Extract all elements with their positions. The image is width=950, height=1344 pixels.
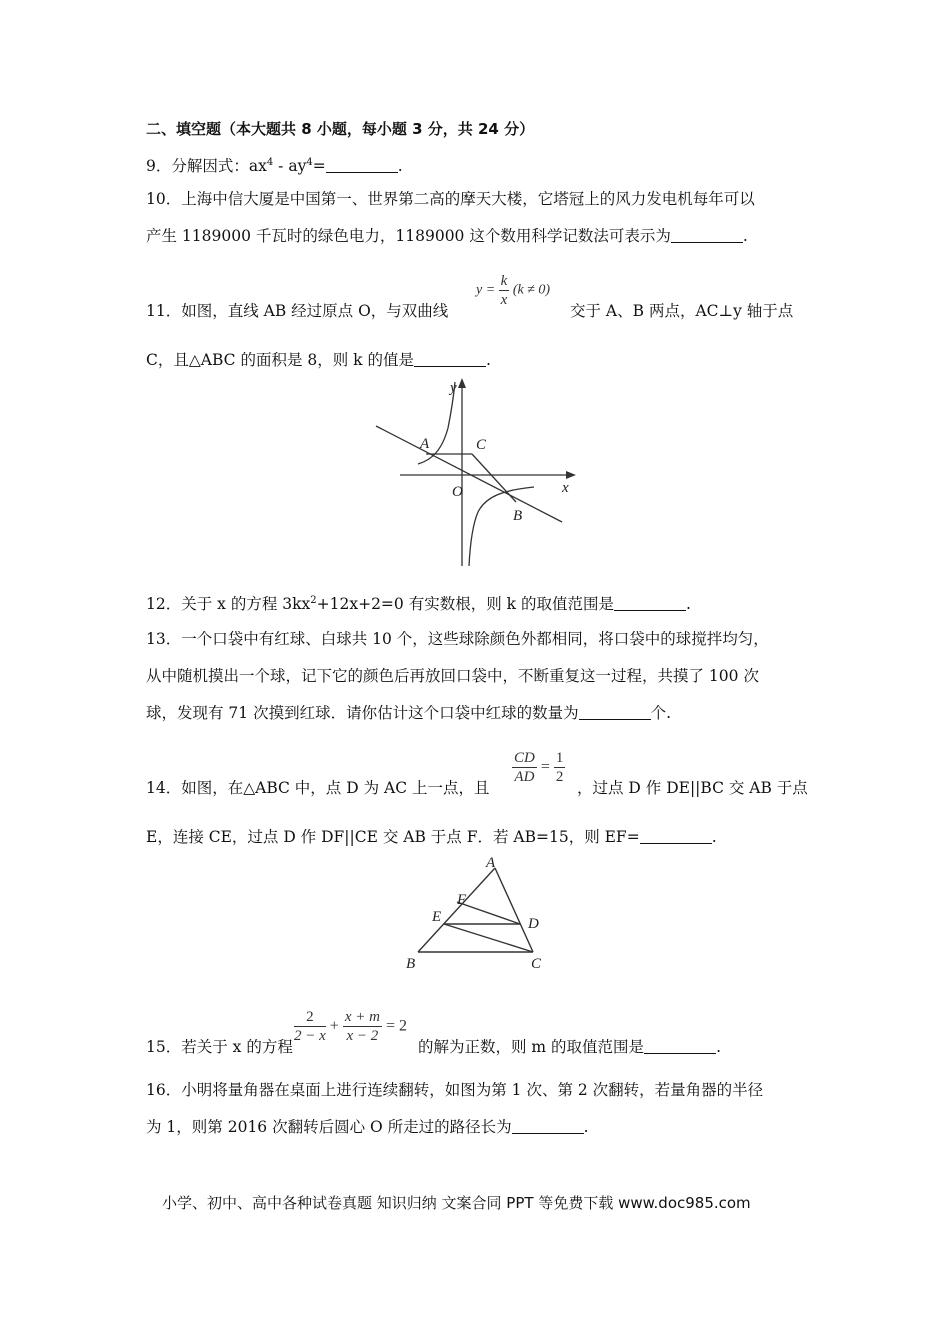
- label-b: B: [406, 956, 416, 972]
- section-title: 二、填空题（本大题共 8 小题，每小题 3 分，共 24 分）: [146, 120, 535, 138]
- q10-period: .: [742, 227, 748, 245]
- q11-formula-den: x: [500, 292, 508, 308]
- q14-line2-text: E，连接 CE，过点 D 作 DF||CE 交 AB 于点 F．若 AB=15，则 EF=: [146, 828, 640, 846]
- page-footer: 小学、初中、高中各种试卷真题 知识归纳 文案合同 PPT 等免费下载 www.doc985.com: [162, 1194, 751, 1212]
- label-a: A: [486, 855, 496, 871]
- q9-exp1: 4: [266, 157, 274, 168]
- answer-blank[interactable]: [414, 352, 486, 367]
- q15-plus: +: [329, 1017, 339, 1035]
- q16-line2-text: 为 1，则第 2016 次翻转后圆心 O 所走过的路径长为: [146, 1118, 512, 1136]
- q15-period: .: [716, 1038, 721, 1056]
- question-11-line1-pre: 11．如图，直线 AB 经过原点 O，与双曲线: [146, 302, 449, 320]
- q9-end: =: [312, 157, 326, 175]
- answer-blank[interactable]: [614, 596, 686, 611]
- q15-fraction-1: [294, 1008, 326, 1045]
- q14-period: .: [711, 828, 717, 846]
- label-x: x: [562, 480, 569, 496]
- segment-ce: [444, 924, 533, 952]
- q14-frac1-num: CD: [514, 750, 535, 766]
- question-14-line1-post: ，过点 D 作 DE||BC 交 AB 于点: [577, 779, 808, 797]
- q15-formula: [294, 1008, 407, 1045]
- q15-f2-num: x + m: [344, 1009, 380, 1025]
- answer-blank[interactable]: [326, 158, 398, 173]
- answer-blank[interactable]: [579, 705, 651, 720]
- x-axis-arrow: [566, 471, 576, 479]
- q15-f2-den: x − 2: [346, 1028, 379, 1044]
- figure-11-hyperbola: [372, 376, 582, 568]
- question-14-line2: [146, 827, 717, 847]
- question-12: [146, 594, 691, 614]
- side-ac: [495, 868, 533, 952]
- answer-blank[interactable]: [644, 1039, 716, 1054]
- q14-equals: =: [540, 758, 550, 776]
- question-13-line2: 从中随机摸出一个球，记下它的颜色后再放回口袋中，不断重复这一过程，共摸了 100 次: [146, 667, 759, 685]
- side-ab: [418, 868, 495, 952]
- q11-formula: [476, 272, 550, 309]
- q12-rest: +12x+2=0 有实数根，则 k 的取值范围是: [316, 595, 614, 613]
- q11-formula-fraction: [499, 272, 510, 309]
- q16-period: .: [583, 1118, 589, 1136]
- q13-end: 个.: [650, 704, 672, 722]
- q15-eq: = 2: [385, 1017, 407, 1035]
- q14-fraction-1: [512, 749, 537, 786]
- q9-period: .: [397, 157, 403, 175]
- question-14-line1-pre: 14．如图，在△ABC 中，点 D 为 AC 上一点，且: [146, 779, 490, 797]
- label-f: F: [457, 892, 467, 908]
- q14-frac2-den: 2: [555, 769, 564, 785]
- label-c: C: [476, 437, 487, 453]
- q11-formula-cond: (k ≠ 0): [512, 282, 551, 298]
- q15-post-text: 的解为正数，则 m 的取值范围是: [418, 1038, 645, 1056]
- q14-formula: [512, 749, 565, 786]
- q14-fraction-2: [554, 749, 566, 786]
- q14-frac2-num: 1: [555, 750, 564, 766]
- q11-formula-num: k: [500, 273, 508, 289]
- answer-blank[interactable]: [671, 228, 743, 243]
- q11-line2-text: C，且△ABC 的面积是 8，则 k 的值是: [146, 351, 414, 369]
- q12-exp: 2: [310, 595, 317, 606]
- label-e: E: [432, 909, 442, 925]
- label-a: A: [420, 436, 430, 452]
- question-13-line3: [146, 703, 671, 723]
- label-d: D: [528, 916, 539, 932]
- hyperbola-branch-lower: [469, 487, 534, 566]
- question-16-line2: [146, 1117, 589, 1137]
- question-10-line1: 10．上海中信大厦是中国第一、世界第二高的摩天大楼，它塔冠上的风力发电机每年可以: [146, 190, 755, 208]
- label-o: O: [452, 484, 463, 500]
- segment-cb: [472, 454, 516, 502]
- question-11-line1-post: 交于 A、B 两点，AC⊥y 轴于点: [570, 302, 794, 320]
- segment-df: [457, 902, 520, 924]
- q13-line3-text: 球，发现有 71 次摸到红球．请你估计这个口袋中红球的数量为: [146, 704, 579, 722]
- question-10-line2: [146, 226, 748, 246]
- q12-period: .: [685, 595, 691, 613]
- q11-formula-y: y =: [476, 282, 496, 298]
- q15-f1-num: 2: [294, 1008, 326, 1027]
- question-9: [146, 156, 403, 176]
- q10-line2-text: 产生 1189000 千瓦时的绿色电力，1189000 这个数用科学记数法可表示为: [146, 227, 671, 245]
- y-axis-arrow: [458, 378, 466, 388]
- q15-fraction-2: [343, 1008, 382, 1045]
- answer-blank[interactable]: [640, 829, 712, 844]
- figure-14-triangle: [398, 852, 558, 974]
- question-13-line1: 13．一个口袋中有红球、白球共 10 个，这些球除颜色外都相同，将口袋中的球搅拌均匀，: [146, 630, 769, 648]
- answer-blank[interactable]: [512, 1119, 584, 1134]
- q11-period: .: [485, 351, 491, 369]
- q9-text: 9．分解因式：ax: [146, 157, 267, 175]
- label-b: B: [513, 508, 523, 524]
- q9-minus: - ay: [273, 157, 307, 175]
- q15-f1-den: 2 − x: [294, 1028, 326, 1044]
- q9-exp2: 4: [306, 157, 313, 168]
- question-11-line2: [146, 350, 491, 370]
- q12-text: 12．关于 x 的方程 3kx: [146, 595, 311, 613]
- question-15-post: [418, 1037, 721, 1057]
- label-y: y: [450, 380, 457, 396]
- q14-frac1-den: AD: [514, 769, 535, 785]
- question-15-pre: 15．若关于 x 的方程: [146, 1038, 293, 1056]
- question-16-line1: 16．小明将量角器在桌面上进行连续翻转，如图为第 1 次、第 2 次翻转，若量角器的半径: [146, 1081, 764, 1099]
- line-ab: [376, 426, 562, 522]
- label-c: C: [531, 956, 542, 972]
